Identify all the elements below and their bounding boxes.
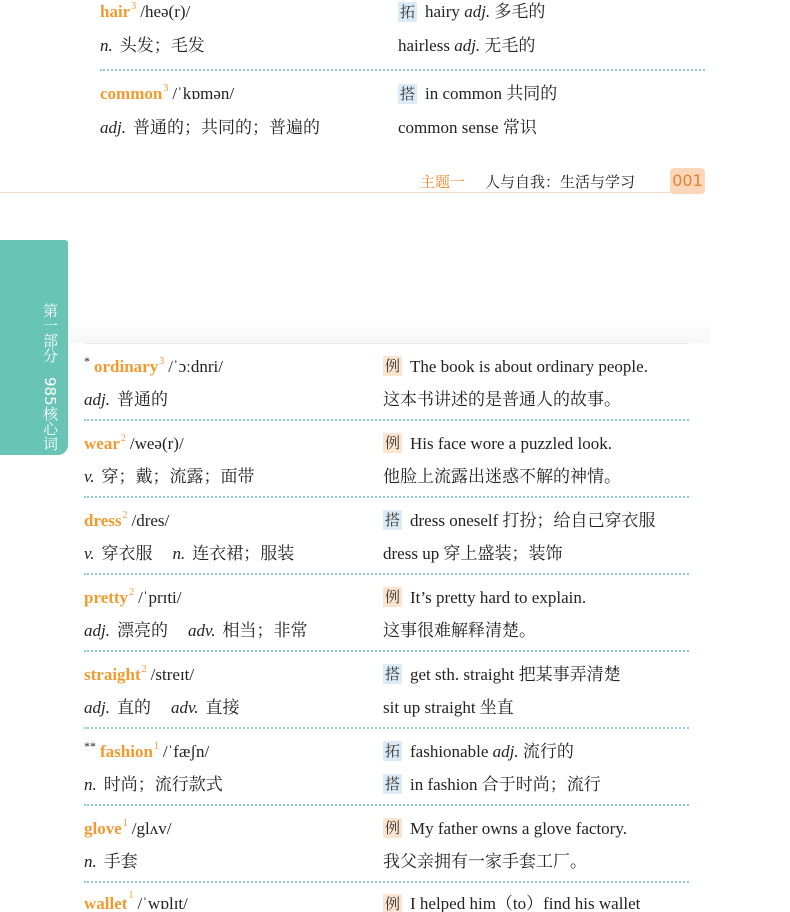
meaning-cell: [84, 845, 383, 878]
definition: 直的: [116, 698, 151, 717]
meaning-cell: [84, 691, 383, 724]
part-of-speech: v.: [84, 467, 95, 486]
example-badge: 例: [384, 588, 400, 606]
collocation-badge: 搭: [399, 85, 415, 103]
headword: pretty: [84, 588, 129, 607]
note-text: My father owns a glove factory.: [410, 819, 627, 838]
phonetic: /ˈfæʃn/: [162, 742, 210, 761]
phonetic: /glʌv/: [131, 819, 172, 838]
part-of-speech: adj.: [492, 742, 519, 761]
definition: 普通的；共同的；普遍的: [132, 118, 320, 137]
entry-pretty: [84, 575, 689, 652]
entry-meaning-row: [84, 768, 689, 801]
note-cell: [398, 77, 705, 111]
note-text: hairless: [398, 36, 455, 55]
definition: 时尚；流行款式: [103, 775, 223, 794]
entry-hair: [100, 0, 705, 71]
section-part-label: 第一部分: [41, 303, 59, 363]
meaning: [188, 621, 308, 640]
part-of-speech: adv.: [170, 698, 199, 717]
frequency-level: 3: [131, 1, 137, 12]
frequency-level: 1: [122, 818, 128, 829]
definition: 穿；戴；流露；面带: [101, 467, 255, 486]
part-of-speech: n.: [84, 852, 97, 871]
phonetic: /weə(r)/: [129, 434, 184, 453]
entry-headword-row: [84, 658, 689, 691]
definition: 相当；非常: [222, 621, 308, 640]
headword: wallet: [84, 894, 128, 912]
headword-cell: [100, 0, 398, 24]
definition: 普通的: [116, 390, 168, 409]
note-text: I helped him（to）find his wallet: [410, 894, 641, 912]
phonetic: /ˈkɒmən/: [172, 84, 235, 103]
entry-wear: [84, 421, 689, 498]
entry-headword-row: [100, 0, 705, 24]
entry-meaning-row: [84, 614, 689, 647]
entry-dress: [84, 498, 689, 575]
headword: straight: [84, 665, 141, 684]
entry-headword-row: [100, 77, 705, 111]
footer-rule: [0, 192, 671, 193]
headword-cell: [84, 350, 383, 383]
entry-meaning-row: [84, 845, 689, 878]
meaning: [84, 852, 138, 871]
meaning: [84, 544, 153, 563]
part-of-speech: adj.: [84, 621, 110, 640]
importance-stars: **: [84, 739, 96, 753]
entry-headword-row: [84, 735, 689, 768]
note-cell: [398, 111, 705, 145]
definition: 直接: [205, 698, 240, 717]
note-cell: [383, 845, 689, 878]
headword: ordinary: [94, 357, 159, 376]
note-text: sit up straight 坐直: [383, 698, 514, 717]
note-text: 我父亲拥有一家手套工厂。: [383, 852, 587, 871]
part-of-speech: adj.: [464, 2, 491, 21]
headword: glove: [84, 819, 122, 838]
note-cell: [383, 894, 689, 912]
note-text: 无毛的: [480, 36, 536, 55]
headword-cell: [84, 504, 383, 537]
extension-badge: 拓: [399, 3, 415, 21]
frequency-level: 1: [153, 741, 159, 752]
frequency-level: 2: [129, 587, 135, 598]
entry-fashion: [84, 729, 689, 806]
part-of-speech: adj.: [454, 36, 481, 55]
meaning: [100, 118, 320, 137]
collocation-badge: 搭: [384, 665, 400, 683]
note-text: 他脸上流露出迷惑不解的神情。: [383, 467, 621, 486]
frequency-level: 3: [159, 356, 165, 367]
note-text: His face wore a puzzled look.: [410, 434, 613, 453]
frequency-level: 3: [163, 83, 169, 94]
phonetic: /streɪt/: [150, 665, 195, 684]
headword-cell: [84, 812, 383, 845]
entry-headword-row: [84, 350, 689, 383]
phonetic: /ˈwɒlɪt/: [137, 894, 188, 912]
note-cell: [383, 658, 689, 691]
headword: dress: [84, 511, 122, 530]
note-text: 流行的: [518, 742, 574, 761]
entry-meaning-row: [84, 383, 689, 416]
note-text: in fashion 合于时尚；流行: [410, 775, 601, 794]
note-text: dress up 穿上盛装；装饰: [383, 544, 563, 563]
definition: 连衣裙；服装: [192, 544, 295, 563]
note-text: The book is about ordinary people.: [410, 357, 648, 376]
meaning: [100, 36, 205, 55]
note-cell: [383, 581, 689, 614]
frequency-level: 1: [128, 890, 134, 901]
note-cell: [398, 0, 705, 24]
page-footer: [420, 168, 705, 194]
note-cell: [383, 460, 689, 493]
note-text: 这事很难解释清楚。: [383, 621, 536, 640]
headword-cell: [84, 427, 383, 460]
theme-title: 人与自我：生活与学习: [485, 172, 636, 191]
part-of-speech: adv.: [187, 621, 216, 640]
entry-meaning-row: [100, 111, 705, 145]
meaning: [84, 621, 168, 640]
entry-meaning-row: [84, 537, 689, 570]
previous-page-word-list: [100, 0, 705, 145]
importance-stars: *: [84, 354, 90, 368]
phonetic: /ˈprɪti/: [138, 588, 182, 607]
note-text: in common 共同的: [425, 84, 558, 103]
note-cell: [383, 537, 689, 570]
entry-meaning-row: [84, 691, 689, 724]
meaning: [84, 390, 168, 409]
phonetic: /dres/: [131, 511, 170, 530]
meaning-cell: [84, 460, 383, 493]
collocation-badge: 搭: [384, 775, 400, 793]
part-of-speech: n.: [100, 36, 113, 55]
example-badge: 例: [384, 434, 400, 452]
note-cell: [383, 427, 689, 460]
entry-headword-row: [84, 581, 689, 614]
extension-badge: 拓: [384, 742, 400, 760]
meaning-cell: [100, 29, 398, 63]
note-cell: [398, 29, 705, 63]
note-text: common sense 常识: [398, 118, 537, 137]
part-of-speech: n.: [172, 544, 186, 563]
entry-headword-row: [84, 890, 689, 912]
example-badge: 例: [384, 357, 400, 375]
note-text: 多毛的: [490, 2, 546, 21]
headword-cell: [84, 890, 383, 912]
definition: 头发；毛发: [119, 36, 205, 55]
note-cell: [383, 614, 689, 647]
note-cell: [383, 691, 689, 724]
headword-cell: [84, 658, 383, 691]
headword-cell: [100, 77, 398, 111]
part-of-speech: v.: [84, 544, 95, 563]
entry-wallet: [84, 883, 689, 912]
entry-headword-row: [84, 504, 689, 537]
meaning-cell: [84, 614, 383, 647]
meaning-cell: [84, 383, 383, 416]
frequency-level: 2: [120, 433, 126, 444]
meaning-cell: [100, 111, 398, 145]
collocation-badge: 搭: [384, 511, 400, 529]
note-cell: [383, 735, 689, 768]
phonetic: /ˈɔːdnri/: [168, 357, 223, 376]
definition: 漂亮的: [116, 621, 168, 640]
note-cell: [383, 350, 689, 383]
meaning: [173, 544, 295, 563]
note-text: fashionable: [410, 742, 493, 761]
note-cell: [383, 768, 689, 801]
page-number: 001: [670, 168, 705, 194]
entry-glove: [84, 806, 689, 883]
meaning: [84, 775, 223, 794]
note-cell: [383, 504, 689, 537]
section-title-label: 985核心词: [41, 377, 59, 451]
part-of-speech: adj.: [84, 390, 110, 409]
note-text: get sth. straight 把某事弄清楚: [410, 665, 621, 684]
part-of-speech: n.: [84, 775, 97, 794]
phonetic: /heə(r)/: [140, 2, 191, 21]
headword: wear: [84, 434, 120, 453]
note-text: dress oneself 打扮；给自己穿衣服: [410, 511, 656, 530]
headword: fashion: [100, 742, 153, 761]
meaning-cell: [84, 537, 383, 570]
entry-meaning-row: [100, 29, 705, 63]
note-text: hairy: [425, 2, 465, 21]
example-badge: 例: [384, 895, 400, 912]
headword-cell: [84, 735, 383, 768]
meaning-cell: [84, 768, 383, 801]
entry-common: [100, 71, 705, 145]
headword-cell: [84, 581, 383, 614]
entry-ordinary: [84, 344, 689, 421]
note-cell: [383, 383, 689, 416]
section-side-tab: [0, 240, 68, 455]
frequency-level: 2: [122, 510, 128, 521]
page-edge-shadow: [70, 318, 710, 343]
entry-straight: [84, 652, 689, 729]
example-badge: 例: [384, 819, 400, 837]
definition: 手套: [103, 852, 138, 871]
entry-meaning-row: [84, 460, 689, 493]
note-cell: [383, 812, 689, 845]
headword: hair: [100, 2, 131, 21]
meaning: [84, 698, 151, 717]
part-of-speech: adj.: [100, 118, 126, 137]
headword: common: [100, 84, 163, 103]
note-text: It’s pretty hard to explain.: [410, 588, 587, 607]
meaning: [171, 698, 240, 717]
part-of-speech: adj.: [84, 698, 110, 717]
entry-headword-row: [84, 427, 689, 460]
theme-label: 主题一: [420, 172, 466, 191]
definition: 穿衣服: [101, 544, 153, 563]
word-list: [84, 343, 689, 912]
note-text: 这本书讲述的是普通人的故事。: [383, 390, 621, 409]
entry-headword-row: [84, 812, 689, 845]
frequency-level: 2: [141, 664, 147, 675]
meaning: [84, 467, 255, 486]
